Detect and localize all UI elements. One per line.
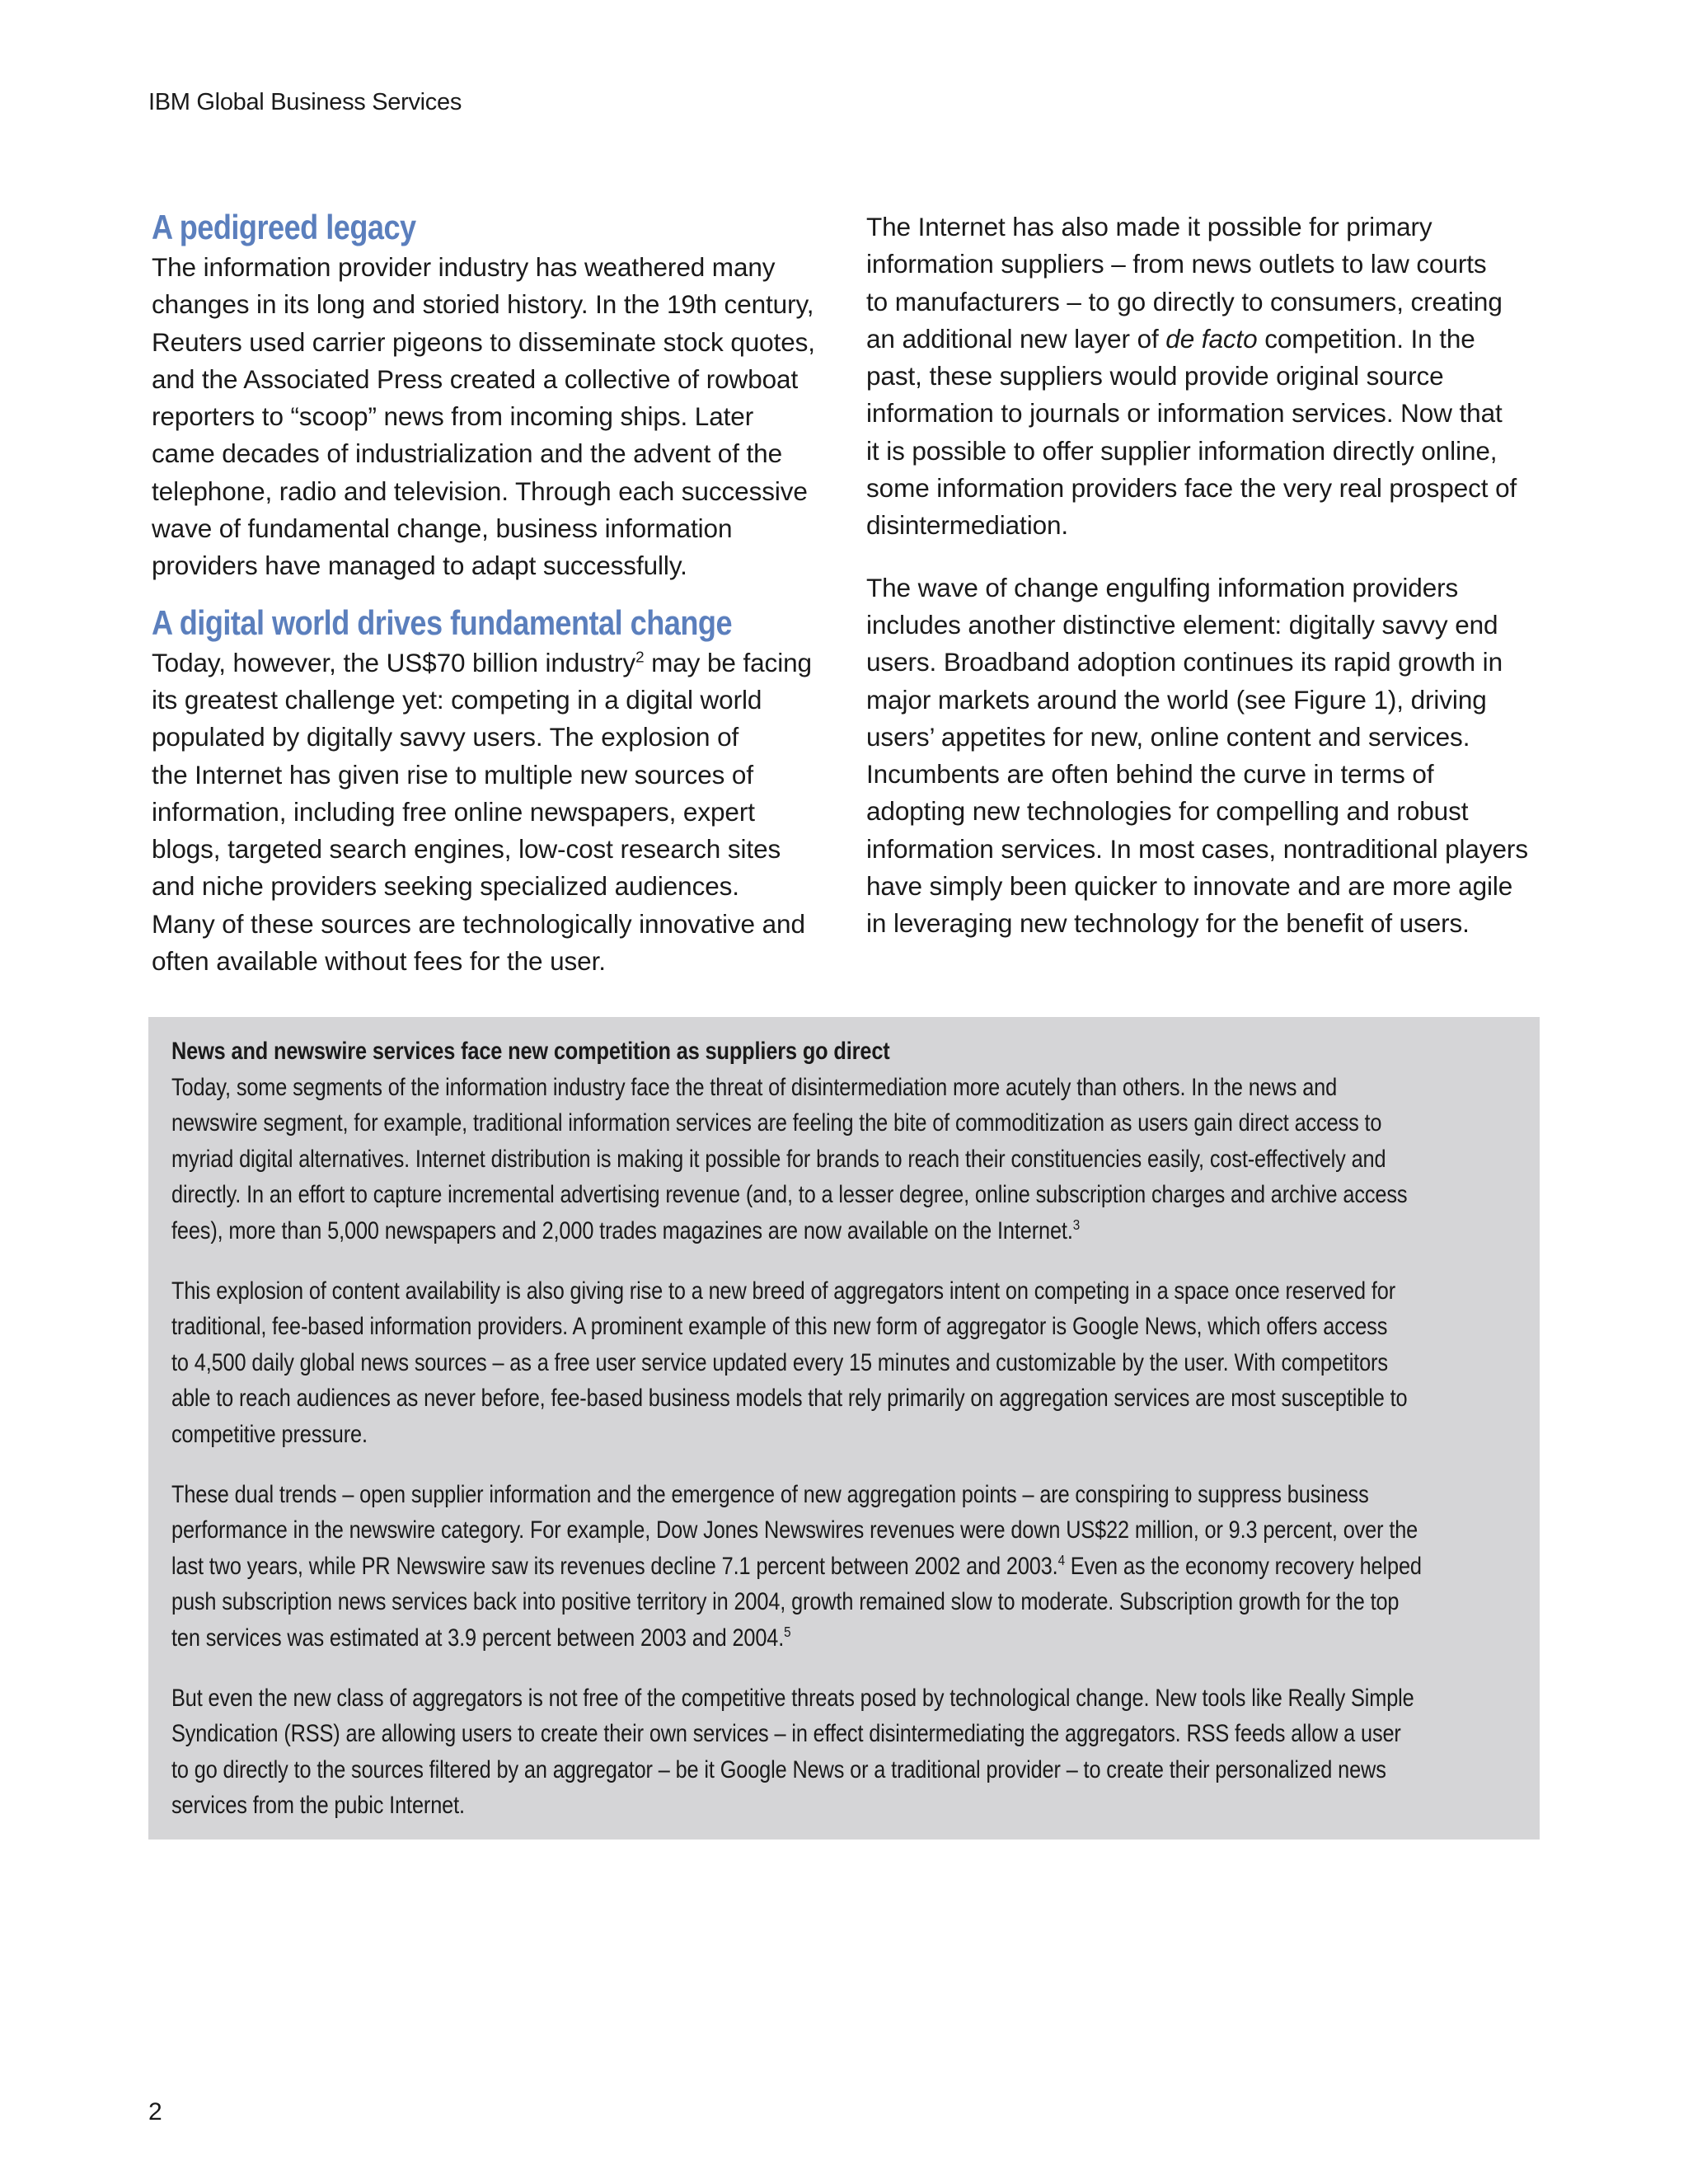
running-header: IBM Global Business Services — [148, 89, 462, 115]
body-paragraph: The information provider industry has weathered many changes in its long and storied history. In the 19th century, Reuters used carrier pigeons to disseminate stock quotes, and the Associated Press created a collective of rowboat reporters to “scoop” news from incoming ships. Later came decades of industrialization and the advent of the telephone, radio and television. Through each successive wave of fundamental change, business information providers have managed to adapt successfully. — [152, 252, 815, 581]
text-run: may be facing its greatest challenge yet: competing in a digital world populated by digitally savvy users. The explosion of the Internet has given rise to multiple new sources of information, including free online newspapers, expert blogs, targeted search engines, low-cost research sites and niche providers seeking specialized audiences. Many of these sources are technologically innovative and often available without fees for the user. — [152, 647, 812, 977]
sidebar-box-title: News and newswire services face new competition as suppliers go direct — [171, 1038, 890, 1065]
sidebar-paragraph: This explosion of content availability is also giving rise to a new breed of aggregators intent on competing in a space once reserved for traditional, fee-based information providers. A prominent example of this new form of aggregator is Google News, which offers access to 4,500 daily global news sources – as a free user service updated every 15 minutes and customizable by the user. With competitors able to reach audiences as never before, fee-based business models that rely primarily on aggregation services are most susceptible to competitive pressure. — [171, 1277, 1408, 1448]
text-run: These dual trends – open supplier information and the emergence of new aggregation points – are conspiring to suppress business performance in the newswire category. For example, Dow Jones Newswires revenues were down US$22 million, or 9.3 percent, over the last two years, while PR Newswire saw its revenues decline 7.1 percent between 2002 and 2003. — [171, 1480, 1418, 1580]
section-heading-digital-world: A digital world drives fundamental change — [152, 602, 733, 642]
footnote-ref: 4 — [1057, 1551, 1065, 1568]
body-paragraph: The wave of change engulfing information providers includes another distinctive element: digitally savvy end users. Broadband adoption continues its rapid growth in major markets around the world (see Figure 1), driving users’ appetites for new, online content and services. Incumbents are often behind the curve in terms of adopting new technologies for compelling and robust information services. In most cases, nontraditional players have simply been quicker to innovate and are more agile in leveraging new technology for the benefit of users. — [866, 572, 1528, 939]
page-number: 2 — [148, 2098, 162, 2125]
sidebar-paragraph: But even the new class of aggregators is not free of the competitive threats posed by technological change. New tools like Really Simple Syndication (RSS) are allowing users to create their own services – in effect disintermediating the aggregators. RSS feeds allow a user to go directly to the sources filtered by an aggregator – be it Google News or a traditional provider – to create their personalized news services from the pubic Internet. — [171, 1684, 1414, 1820]
body-paragraph — [152, 644, 819, 981]
sidebar-box — [148, 1017, 1540, 1840]
text-run: Today, some segments of the information industry face the threat of disintermediation more acutely than others. In the news and newswire segment, for example, traditional information services are feeling the bite of commoditization as users gain direct access to myriad digital alternatives. Internet distribution is making it possible for brands to reach their constituencies easily, cost-effectively and directly. In an effort to capture incremental advertising revenue (and, to a lesser degree, online subscription charges and archive access fees), more than 5,000 newspapers and 2,000 trades magazines are now available on the Internet. — [171, 1073, 1408, 1244]
text-run: Today, however, the US$70 billion industry — [152, 647, 636, 677]
text-run: Even as the economy recovery helped push subscription news services back into positive territory in 2004, growth remained slow to moderate. Subscription growth for the top ten services was estimated at 3.9 percent between 2003 and 2004. — [171, 1552, 1422, 1652]
sidebar-paragraph — [171, 1070, 1515, 1249]
text-run: The Internet has also made it possible for primary information suppliers – from news outlets to law courts to manufacturers – to go directly to consumers, creating an additional new layer of — [866, 212, 1503, 354]
text-run: competition. In the past, these suppliers would provide original source information to journals or information services. Now that it is possible to offer supplier information directly online, some information providers face the very real prospect of disintermediation. — [866, 323, 1517, 541]
right-column — [866, 209, 1542, 943]
sidebar-paragraph — [171, 1477, 1515, 1657]
body-paragraph — [866, 209, 1542, 545]
footnote-ref: 2 — [635, 649, 645, 667]
footnote-ref: 5 — [784, 1624, 791, 1641]
section-heading-pedigreed-legacy: A pedigreed legacy — [152, 208, 416, 246]
footnote-ref: 3 — [1072, 1216, 1081, 1234]
italic-text: de facto — [1165, 323, 1258, 354]
left-column — [152, 206, 819, 980]
sidebar-box-content — [171, 1033, 1515, 1824]
